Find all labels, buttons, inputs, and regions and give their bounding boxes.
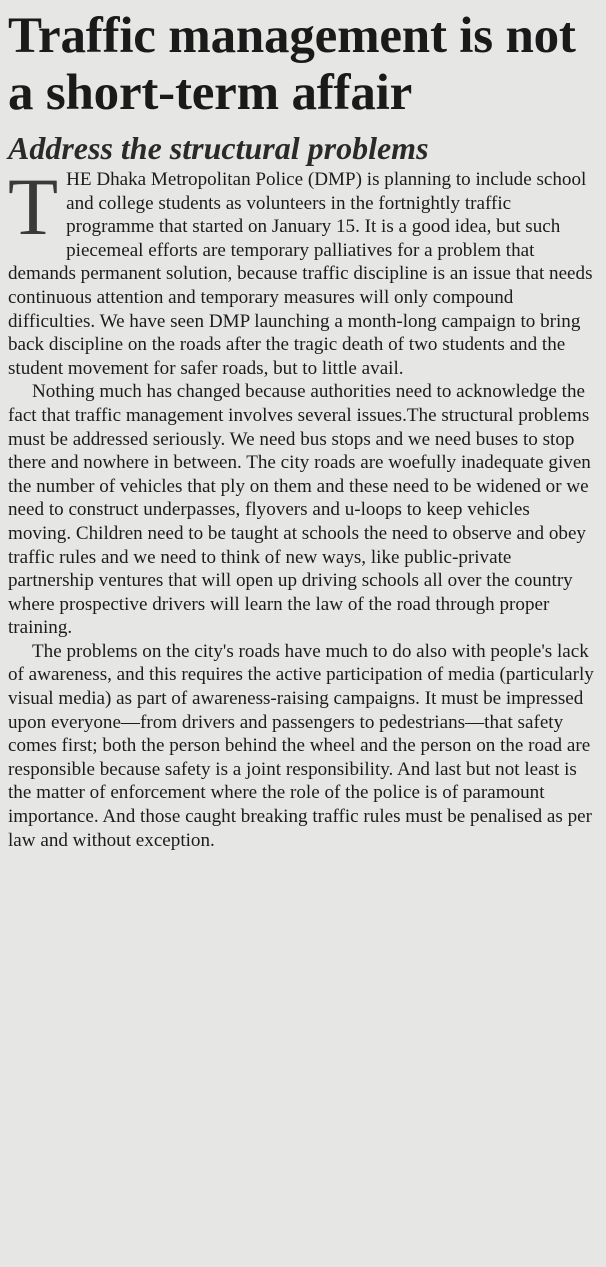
paragraph-1-text: HE Dhaka Metropolitan Police (DMP) is planning to include school and college students as volunteers in the fortnightly traffic programme that started on January 15. It is a good idea, but such piecemeal efforts are temporary palliatives for a problem that demands permanent solution, because traffic discipline is an issue that needs continuous attention and temporary measures will only compound difficulties. We have seen DMP launching a month-long campaign to bring back discipline on the roads after the tragic death of two students and the student movement for safer roads, but to little avail. — [8, 169, 593, 379]
headline: Traffic management is not a short-term affair — [8, 8, 576, 121]
paragraph-1 — [8, 161, 596, 380]
drop-cap: T — [8, 161, 59, 252]
subheadline: Address the structural problems — [8, 130, 429, 166]
paragraph-3: The problems on the city's roads have much to do also with people's lack of awareness, and this requires the active participation of media (particularly visual media) as part of awareness-raising campaigns. It must be impressed upon everyone—from drivers and passengers to pedestrians—that safety comes first; both the person behind the wheel and the person on the road are responsible because safety is a joint responsibility. And last but not least is the matter of enforcement where the role of the police is of paramount importance. And those caught breaking traffic rules must be penalised as per law and without exception. — [8, 640, 594, 851]
paragraph-2: Nothing much has changed because authorities need to acknowledge the fact that traffic management involves several issues.The structural problems must be addressed seriously. We need bus stops and we need buses to stop there and nowhere in between. The city roads are woefully inadequate given the number of vehicles that ply on them and these need to be widened or we need to construct underpasses, flyovers and u-loops to keep vehicles moving. Children need to be taught at schools the need to observe and obey traffic rules and we need to think of new ways, like public-private partnership ventures that will open up driving schools all over the country where prospective drivers will learn the law of the road through proper training. — [8, 381, 591, 639]
article-body — [8, 161, 596, 852]
